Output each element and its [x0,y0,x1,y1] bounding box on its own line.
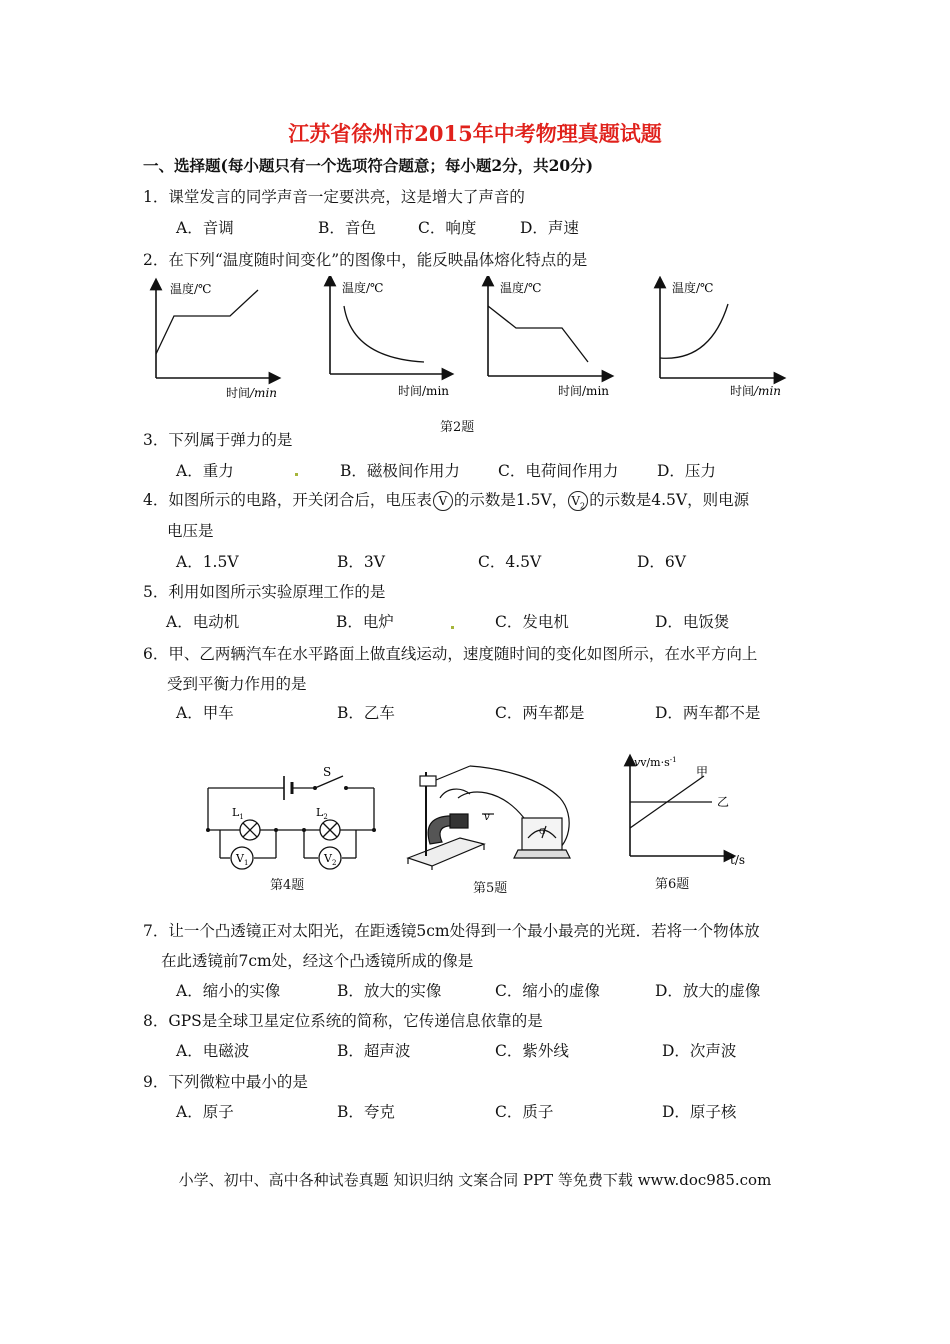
graph-b-xlabel: 时间/min [398,384,450,398]
velocity-label: v [484,812,490,823]
question-9-option-d: D．原子核 [662,1103,737,1121]
question-5-option-b: B．电炉 [336,613,394,631]
question-3-option-b: B．磁极间作用力 [340,462,460,480]
question-8-stem: 8．GPS是全球卫星定位系统的简称，它传递信息依靠的是 [143,1012,543,1030]
graph-c [488,280,609,398]
question-5-stem: 5．利用如图所示实验原理工作的是 [143,583,386,601]
question-5-option-a: A．电动机 [166,613,240,631]
graph-b [330,280,449,398]
question-6-option-c: C．两车都是 [495,704,585,722]
lamp-l1-label: $L_1$ [232,806,244,821]
figure-5-apparatus [400,758,580,873]
question-6-option-a: A．甲车 [176,704,234,722]
question-9-option-a: A．原子 [176,1103,234,1121]
artifact-dot [451,626,454,629]
graph-b-ylabel: 温度/℃ [342,281,384,295]
question-3-option-c: C．电荷间作用力 [498,462,619,480]
page-title: 江苏省徐州市2015年中考物理真题试题 [288,121,662,146]
graph-d-ylabel: 温度/℃ [672,281,714,295]
question-1-stem: 1．课堂发言的同学声音一定要洪亮，这是增大了声音的 [143,188,525,206]
label-yi: 乙 [717,795,730,809]
question-4-option-c: C．4.5V [478,553,542,571]
question-8-option-b: B．超声波 [337,1042,411,1060]
graph-c-ylabel: 温度/℃ [500,281,542,295]
question-4-stem-cont: 电压是 [167,522,214,540]
question-8-option-c: C．紫外线 [495,1042,569,1060]
question-1-option-a: A．音调 [176,219,234,237]
vt-ylabel: $vv/m\cdot s^{-1}$ [634,756,677,769]
question-2-stem: 2．在下列“温度随时间变化”的图像中，能反映晶体熔化特点的是 [143,251,588,269]
lamp-l2-label: $L_2$ [316,806,328,821]
question-4-stem: 4．如图所示的电路，开关闭合后，电压表 V 的示数是1.5V， $V_2$ 的示数是4.5V，则电源 [143,491,750,511]
question-4-option-b: B．3V [337,553,385,571]
question-5-option-c: C．发电机 [495,613,569,631]
question-6-stem: 6．甲、乙两辆汽车在水平路面上做直线运动，速度随时间的变化如图所示，在水平方向上 [143,645,758,663]
question-1-option-c: C．响度 [418,219,477,237]
artifact-dot [295,473,298,476]
question-7-option-a: A．缩小的实像 [176,982,281,1000]
graph-d-xlabel: 时间/min [730,384,782,398]
graph-a-xlabel: 时间/min [226,386,278,400]
graph-a [156,281,277,400]
question-7-option-b: B．放大的实像 [337,982,442,1000]
galvanometer-label: G [539,827,546,836]
figure-5-caption: 第5题 [473,881,508,896]
switch-label: S [323,765,332,779]
question-7-option-d: D．放大的虚像 [655,982,761,1000]
figure-6-caption: 第6题 [655,877,690,892]
question-9-option-c: C．质子 [495,1103,554,1121]
question-7-stem: 7．让一个凸透镜正对太阳光，在距透镜5cm处得到一个最小最亮的光斑．若将一个物体放 [143,922,760,940]
section-heading: 一、选择题(每小题只有一个选项符合题意；每小题2分，共20分) [143,156,594,175]
question-2-graphs [140,276,810,406]
voltmeter-v1-label: $V_1$ [236,852,249,867]
question-7-option-c: C．缩小的虚像 [495,982,600,1000]
voltmeter-v1-icon: V [433,491,453,511]
question-1-option-b: B．音色 [318,219,376,237]
question-8-option-a: A．电磁波 [176,1042,250,1060]
page-footer: 小学、初中、高中各种试卷真题 知识归纳 文案合同 PPT 等免费下载 www.doc985.com [178,1171,772,1189]
question-6-stem-cont: 受到平衡力作用的是 [167,675,307,693]
question-9-option-b: B．夸克 [337,1103,395,1121]
question-3-option-a: A．重力 [176,462,234,480]
question-8-option-d: D．次声波 [662,1042,737,1060]
graph-d [660,280,781,398]
question-3-stem: 3．下列属于弹力的是 [143,431,293,449]
label-jia: 甲 [696,765,709,779]
question-6-option-b: B．乙车 [337,704,395,722]
question-6-option-d: D．两车都不是 [655,704,761,722]
question-9-stem: 9．下列微粒中最小的是 [143,1073,308,1091]
graph-a-ylabel: 温度/℃ [170,282,212,296]
voltmeter-v2-icon: $V_2$ [568,491,588,511]
voltmeter-v2-label: $V_2$ [324,852,337,867]
question-7-stem-cont: 在此透镜前7cm处，经这个凸透镜所成的像是 [161,952,474,970]
figure-6-vt-graph [620,752,765,867]
question-1-option-d: D．声速 [520,219,579,237]
question-2-caption: 第2题 [440,420,475,435]
graph-c-xlabel: 时间/min [558,384,610,398]
vt-xlabel: t/s [730,853,746,867]
question-5-option-d: D．电饭煲 [655,613,730,631]
question-3-option-d: D．压力 [657,462,716,480]
figure-4-caption: 第4题 [270,878,305,893]
question-4-option-a: A．1.5V [176,553,239,571]
question-4-option-d: D．6V [637,553,686,571]
